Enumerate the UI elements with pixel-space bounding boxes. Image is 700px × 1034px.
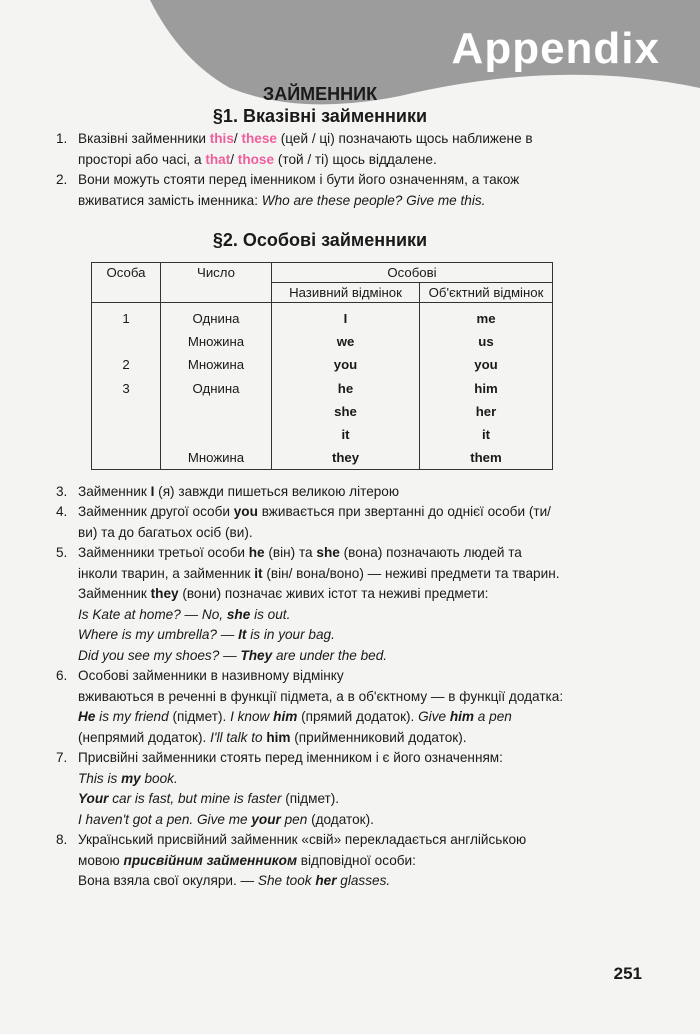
those-word: those — [237, 151, 275, 167]
section1-title: §1. Вказівні займенники — [212, 106, 428, 126]
cell-person — [92, 446, 161, 470]
that-word: that — [205, 151, 231, 167]
header-number: Число — [161, 263, 272, 303]
cell-person: 3 — [92, 377, 161, 400]
cell-objective: me — [420, 303, 553, 331]
cell-objective: it — [420, 423, 553, 446]
cell-person — [92, 330, 161, 353]
table-row — [92, 423, 553, 446]
table-row — [92, 353, 553, 376]
cell-number: Однина — [161, 377, 272, 400]
table-row — [92, 446, 553, 470]
list-item-5: 5. Займенники третьої особи he (він) та she (вона) позначають людей та інколи тварин, а займенник it (він/ вона/воно) — неживі предмети та тварин. Займенник they (вони) позначає живих істот та неживі предмети: Is Kate at home? — No, she is out. Where is my umbrella? — It is in your bag. Did you see my shoes? — They are under the bed. — [56, 545, 560, 663]
list-item-8: 8. Український присвійний займенник «свій» перекладається англійською мовою присвійним займенником відповідної особи: Вона взяла свої окуляри. — She took her glasses. — [56, 832, 527, 888]
list-item-3: 3. Займенник I (я) завжди пишеться великою літерою — [56, 484, 400, 499]
list-item-2: 2. Вони можуть стояти перед іменником і бути його означенням, а також вживатися замість іменника: Who are these people? Give me this. — [56, 172, 520, 208]
cell-number: Однина — [161, 303, 272, 331]
this-word: this — [209, 131, 234, 146]
header-objective: Об'єктний відмінок — [420, 283, 553, 303]
list-item-4: 4. Займенник другої особи you вживається при звертанні до однієї особи (ти/ ви) та до багатьох осіб (ви). — [56, 504, 551, 540]
header-nominative: Називний відмінок — [272, 283, 420, 303]
table-row — [92, 303, 553, 331]
cell-nominative: you — [272, 353, 420, 376]
list-item-1: 1. Вказівні займенники this/ these (цей / ці) позначають щось наближене в просторі або часі, а that/ those (той / ті) щось віддалене. — [56, 131, 533, 167]
cell-objective: us — [420, 330, 553, 353]
table-row — [92, 377, 553, 400]
page-number: 251 — [613, 964, 642, 983]
table-row — [92, 400, 553, 423]
cell-number — [161, 400, 272, 423]
appendix-title: Appendix — [451, 24, 660, 73]
cell-nominative: he — [272, 377, 420, 400]
table-row — [92, 330, 553, 353]
list-item-7: 7. Присвійні займенники стоять перед іменником і є його означенням: This is my book. Your car is fast, but mine is faster (підмет). I haven't got a pen. Give me your pen (додаток). — [56, 750, 503, 827]
cell-number: Множина — [161, 353, 272, 376]
personal-pronouns-table — [91, 262, 553, 470]
cell-person: 1 — [92, 303, 161, 331]
cell-objective: him — [420, 377, 553, 400]
section2-title: §2. Особові займенники — [212, 230, 428, 250]
cell-person — [92, 400, 161, 423]
cell-nominative: we — [272, 330, 420, 353]
cell-number: Множина — [161, 330, 272, 353]
cell-nominative: they — [272, 446, 420, 470]
cell-person: 2 — [92, 353, 161, 376]
cell-objective: you — [420, 353, 553, 376]
header-personal: Особові — [272, 263, 553, 283]
list-item-6: 6. Особові займенники в називному відмінку вживаються в реченні в функції підмета, а в об'єктному — в функції додатка: He is my friend (підмет). I know him (прямий додаток). Give him a pen (непрямий додаток). I'll talk to him (прийменниковий додаток). — [56, 668, 564, 745]
cell-objective: them — [420, 446, 553, 470]
cell-nominative: I — [272, 303, 420, 331]
cell-number: Множина — [161, 446, 272, 470]
cell-objective: her — [420, 400, 553, 423]
header-person: Особа — [92, 263, 161, 303]
cell-nominative: she — [272, 400, 420, 423]
these-word: these — [241, 131, 277, 146]
cell-number — [161, 423, 272, 446]
page-heading: ЗАЙМЕННИК — [262, 84, 378, 104]
cell-nominative: it — [272, 423, 420, 446]
cell-person — [92, 423, 161, 446]
